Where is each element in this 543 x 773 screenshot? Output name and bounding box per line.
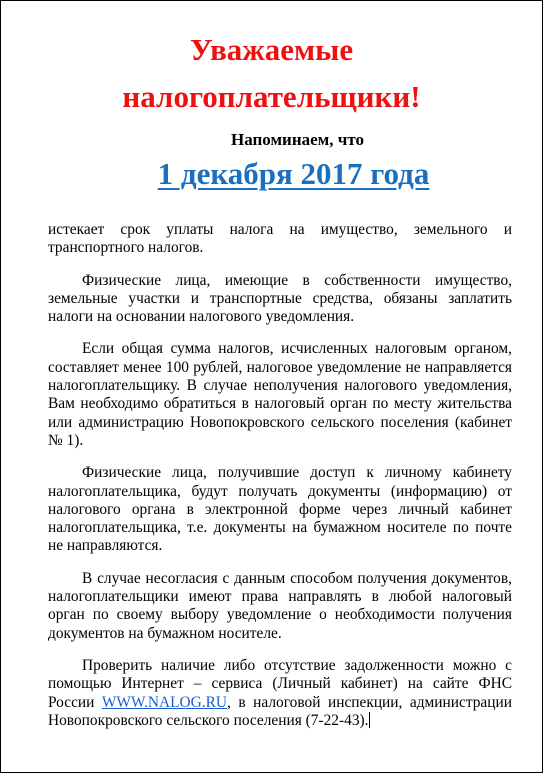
title-line-1: Уважаемые <box>189 32 354 67</box>
deadline-date <box>1 154 542 194</box>
subtitle: Напоминаем, что <box>231 130 364 149</box>
paragraph-2: Физические лица, имеющие в собственности имущество, земельные участки и транспортные средства, обязаны заплатить налоги на основании налогового уведомления. <box>48 271 512 326</box>
deadline-date-text: 1 декабря 2017 года <box>157 156 430 191</box>
paragraph-6-text-start: Проверить наличие либо отсутствие задолженности можно с помощью Интернет – сервиса (Личный кабинет) на сайте ФНС России <box>48 656 512 711</box>
title-line-2: налогоплательщики! <box>122 79 421 114</box>
paragraph-1: истекает срок уплаты налога на имущество, земельного и транспортного налогов. <box>48 221 512 257</box>
body-text <box>48 221 512 744</box>
paragraph-6-text-end: , в налоговой инспекции, администрации Новопокровского сельского поселения (7-22-43). <box>48 693 512 729</box>
paragraph-6 <box>48 657 512 730</box>
nalog-ru-link[interactable]: WWW.NALOG.RU <box>101 693 228 711</box>
paragraph-3: Если общая сумма налогов, исчисленных налоговым органом, составляет менее 100 рублей, налоговое уведомление не направляется налогоплательщику. В случае неполучения налогового уведомления, Вам необходимо обратиться в налоговый орган по месту жительства или администрацию Новопокровского сельского поселения (кабинет № 1). <box>48 340 512 449</box>
text-cursor <box>369 712 370 728</box>
paragraph-5: В случае несогласия с данным способом получения документов, налогоплательщики имеют права направлять в любой налоговый орган по своему выбору уведомление о необходимости получения документов на бумажном носителе. <box>48 569 512 642</box>
paragraph-4: Физические лица, получившие доступ к личному кабинету налогоплательщика, будут получать документы (информацию) от налогового органа в электронной форме через личный кабинет налогоплательщика, т.е. документы на бумажном носителе по почте не направляются. <box>48 464 512 555</box>
